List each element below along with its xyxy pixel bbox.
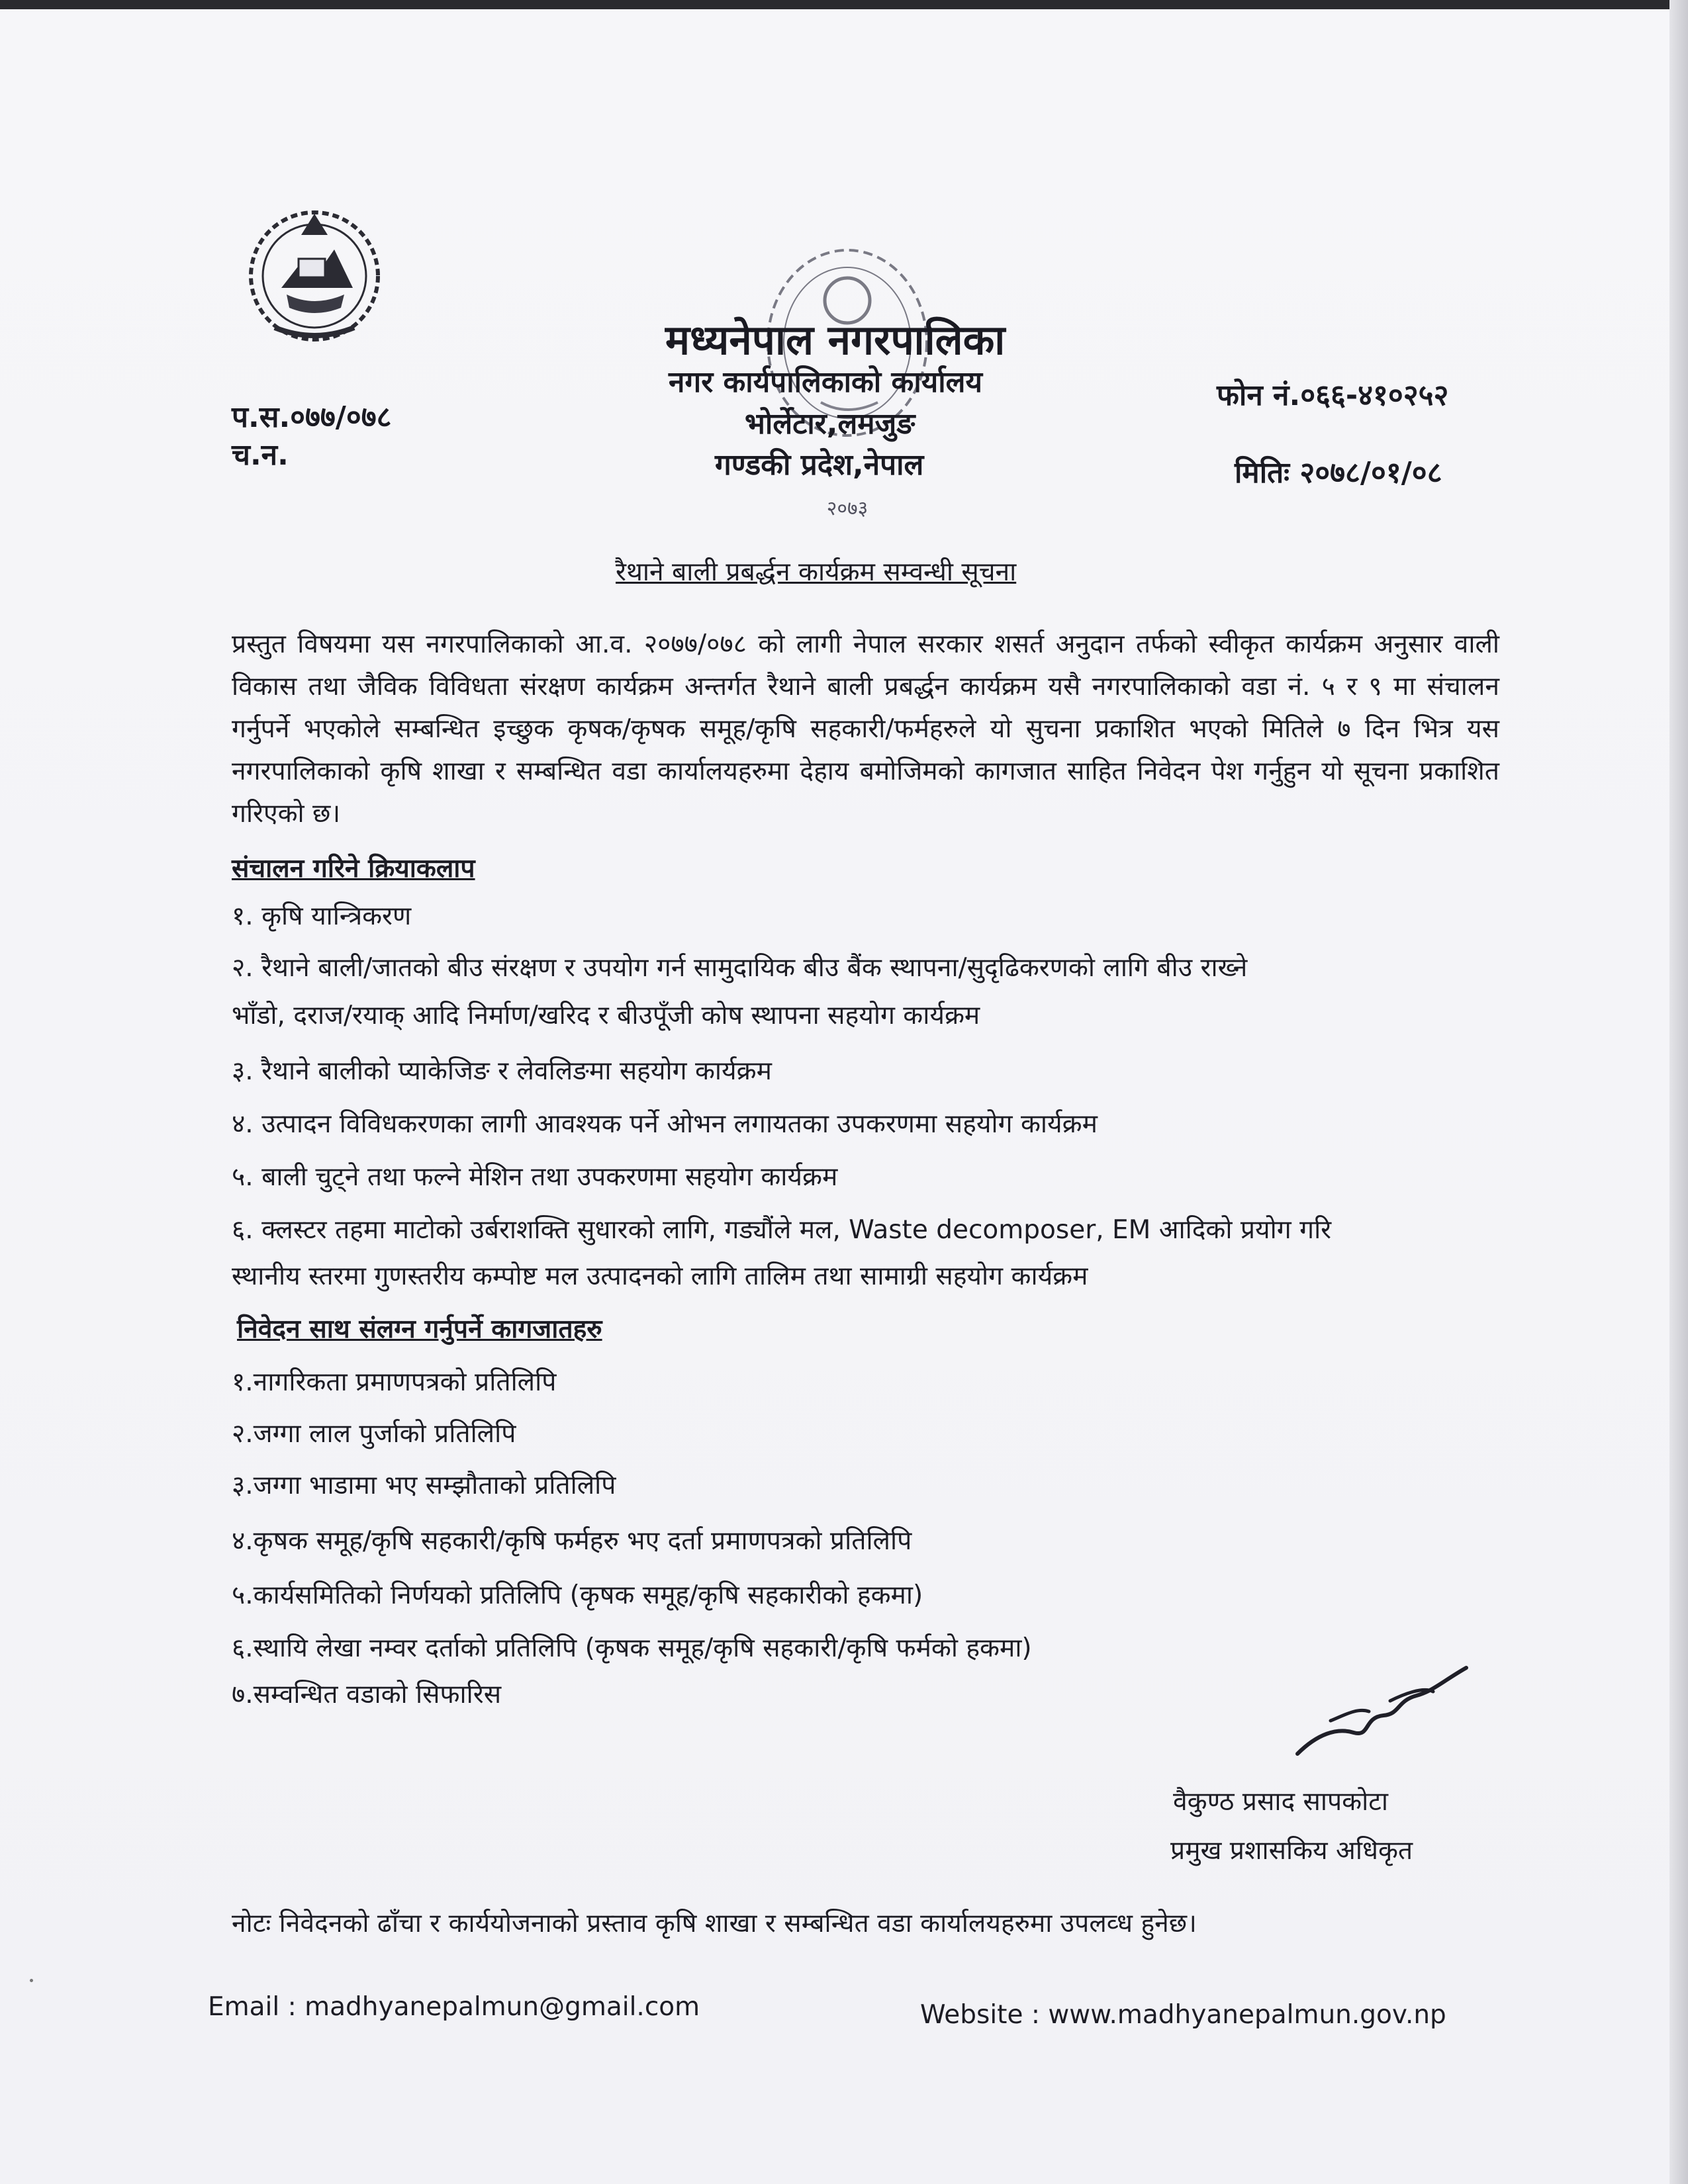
- notice-body: प्रस्तुत विषयमा यस नगरपालिकाको आ.व. २०७७/०७८ को लागी नेपाल सरकार शसर्त अनुदान तर्फको स्वीकृत कार्यक्रम अनुसार वाली विकास तथा जैविक विविधता संरक्षण कार्यक्रम अन्तर्गत रैथाने बाली प्रबर्द्धन कार्यक्रम यसै नगरपालिकाको वडा नं. ५ र ९ मा संचालन गर्नुपर्ने भएकोले सम्बन्धित इच्छुक कृषक/कृषक समूह/कृषि सहकारी/फर्महरुले यो सुचना प्रकाशित भएको मितिले ७ दिन भित्र यस नगरपालिकाको कृषि शाखा र सम्बन्धित वडा कार्यालयहरुमा देहाय बमोजिमको कागजात साहित निवेदन पेश गर्नुहुन यो सूचना प्रकाशित गरिएको छ।: [232, 629, 1499, 829]
- notice-subject: रैथाने बाली प्रबर्द्धन कार्यक्रम सम्वन्धी सूचना: [616, 557, 1017, 587]
- org-name: मध्यनेपाल नगरपालिका: [665, 316, 1006, 364]
- activity-item: ३. रैथाने बालीको प्याकेजिङ र लेवलिङमा सहयोग कार्यक्रम: [232, 1056, 772, 1086]
- activity-item-continued: भाँडो, दराज/रयाक् आदि निर्माण/खरिद र बीउपूँजी कोष स्थापना सहयोग कार्यक्रम: [232, 1001, 980, 1030]
- scan-top-edge: [0, 0, 1688, 9]
- reference-number: प.स.०७७/०७८: [232, 400, 392, 434]
- document-item: २.जग्गा लाल पुर्जाको प्रतिलिपि: [232, 1419, 516, 1449]
- notice-footnote: नोटः निवेदनको ढाँचा र कार्ययोजनाको प्रस्ताव कृषि शाखा र सम्बन्धित वडा कार्यालयहरुमा उपलव्ध हुनेछ।: [232, 1909, 1197, 1938]
- activity-item: ५. बाली चुट्ने तथा फल्ने मेशिन तथा उपकरणमा सहयोग कार्यक्रम: [232, 1162, 838, 1192]
- phone-number: फोन नं.०६६-४१०२५२: [1217, 379, 1449, 412]
- office-address: भोर्लेटार,लमजुङ: [745, 407, 915, 441]
- office-province: गण्डकी प्रदेश,नेपाल: [715, 448, 924, 482]
- activities-heading: संचालन गरिने क्रियाकलाप: [232, 854, 475, 884]
- dispatch-number: च.न.: [232, 438, 289, 472]
- document-item: ६.स्थायि लेखा नम्वर दर्ताको प्रतिलिपि (कृषक समूह/कृषि सहकारी/कृषि फर्मको हकमा): [232, 1633, 1032, 1663]
- scan-side-edge: [1669, 0, 1688, 2184]
- document-item: ३.जग्गा भाडामा भए सम्झौताको प्रतिलिपि: [232, 1471, 616, 1500]
- letter-date: मितिः २०७८/०१/०८: [1235, 456, 1442, 490]
- signatory-name: वैकुण्ठ प्रसाद सापकोटा: [1173, 1787, 1388, 1817]
- document-item: ४.कृषक समूह/कृषि सहकारी/कृषि फर्महरु भए दर्ता प्रमाणपत्रको प्रतिलिपि: [232, 1526, 912, 1556]
- activity-item: ६. क्लस्टर तहमा माटोको उर्बराशक्ति सुधारको लागि, गड्यौंले मल, Waste decomposer, EM आदिको प्रयोग गरि: [232, 1215, 1332, 1245]
- seal-year: २०७३: [826, 497, 868, 520]
- signatory-title: प्रमुख प्रशासकिय अधिकृत: [1170, 1836, 1413, 1866]
- nepal-emblem-icon: [235, 195, 394, 354]
- footer-website: Website : www.madhyanepalmun.gov.np: [920, 2000, 1446, 2030]
- activity-item: ४. उत्पादन विविधकरणका लागी आवश्यक पर्ने ओभन लगायतका उपकरणमा सहयोग कार्यक्रम: [232, 1109, 1098, 1139]
- scan-speck: [30, 1979, 33, 1982]
- office-name: नगर कार्यपालिकाको कार्यालय: [669, 365, 982, 399]
- document-item: १.नागरिकता प्रमाणपत्रको प्रतिलिपि: [232, 1367, 557, 1397]
- activity-item: १. कृषि यान्त्रिकरण: [232, 901, 412, 931]
- documents-heading: निवेदन साथ संलग्न गर्नुपर्ने कागजातहरु: [237, 1314, 602, 1344]
- document-item: ५.कार्यसमितिको निर्णयको प्रतिलिपि (कृषक समूह/कृषि सहकारीको हकमा): [232, 1580, 923, 1610]
- activity-item: २. रैथाने बाली/जातको बीउ संरक्षण र उपयोग गर्न सामुदायिक बीउ बैंक स्थापना/सुदृढिकरणको लागि बीउ राख्ने: [232, 953, 1248, 983]
- handwritten-signature: [1291, 1655, 1476, 1767]
- document-item: ७.सम्वन्धित वडाको सिफारिस: [232, 1680, 502, 1709]
- activity-item-continued: स्थानीय स्तरमा गुणस्तरीय कम्पोष्ट मल उत्पादनको लागि तालिम तथा सामाग्री सहयोग कार्यक्रम: [232, 1261, 1088, 1291]
- footer-email: Email : madhyanepalmun@gmail.com: [208, 1992, 700, 2022]
